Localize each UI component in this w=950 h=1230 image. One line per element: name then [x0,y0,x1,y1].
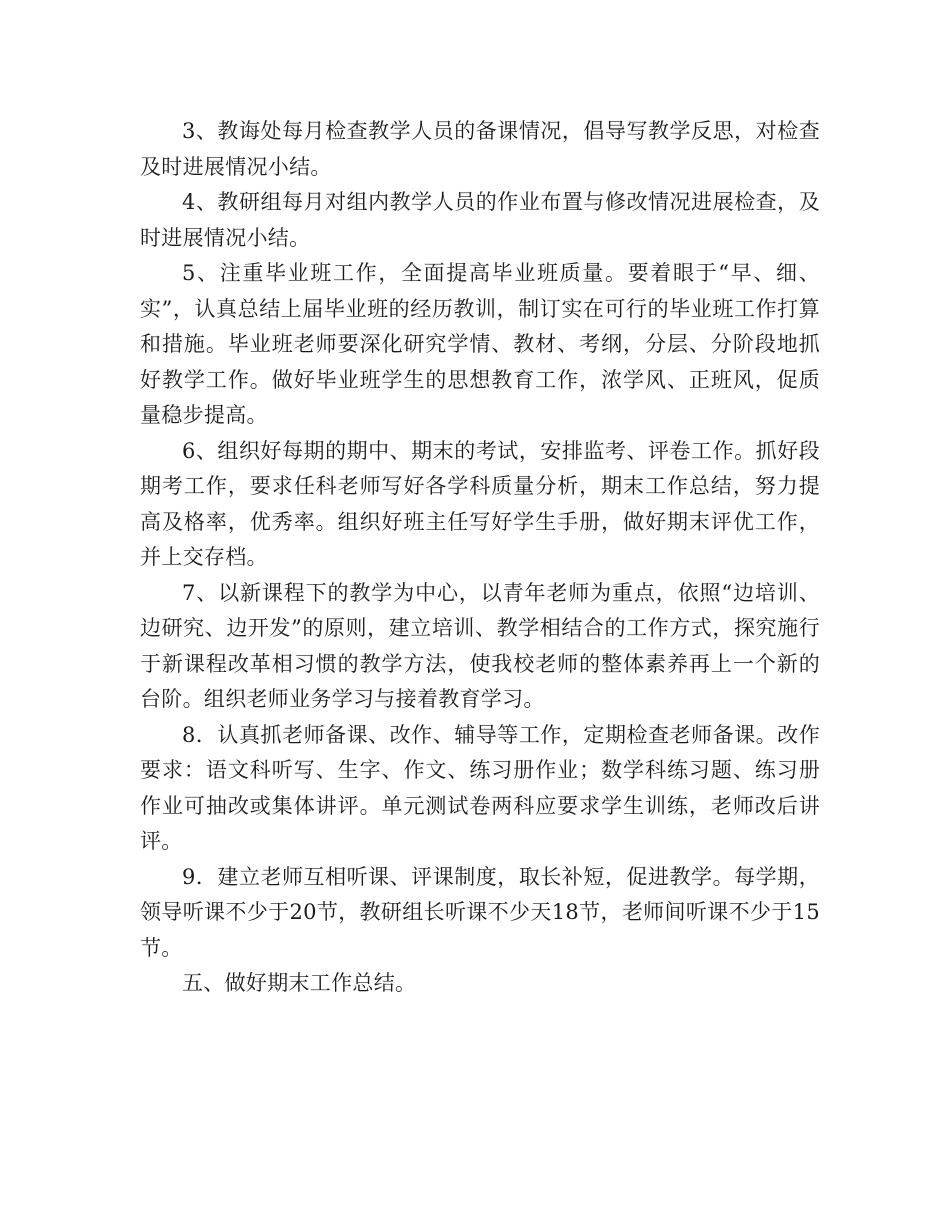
document-body [140,114,820,1002]
paragraph-item-6: 6、组织好每期的期中、期末的考试，安排监考、评卷工作。抓好段期考工作，要求任科老师写好各学科质量分析，期末工作总结，努力提高及格率，优秀率。组织好班主任写好学生手册，做好期末评优工作，并上交存档。 [140,438,820,569]
paragraph-item-7: 7、以新课程下的教学为中心，以青年老师为重点，依照“边培训、边研究、边开发”的原则，建立培训、教学相结合的工作方式，探究施行于新课程改革相习惯的教学方法，使我校老师的整体素养再上一个新的台阶。组织老师业务学习与接着教育学习。 [140,580,820,711]
paragraph-item-5: 5、注重毕业班工作，全面提高毕业班质量。要着眼于“早、细、实”，认真总结上届毕业班的经历教训，制订实在可行的毕业班工作打算和措施。毕业班老师要深化研究学情、教材、考纲，分层、分阶段地抓好教学工作。做好毕业班学生的思想教育工作，浓学风、正班风，促质量稳步提高。 [140,261,820,427]
paragraph-item-4: 4、教研组每月对组内教学人员的作业布置与修改情况进展检查，及时进展情况小结。 [140,190,820,250]
paragraph-item-8: 8．认真抓老师备课、改作、辅导等工作，定期检查老师备课。改作要求：语文科听写、生字、作文、练习册作业；数学科练习题、练习册作业可抽改或集体讲评。单元测试卷两科应要求学生训练，老师改后讲评。 [140,722,820,853]
paragraph-item-9: 9．建立老师互相听课、评课制度，取长补短，促进教学。每学期，领导听课不少于20节，教研组长听课不少天18节，老师间听课不少于15节。 [140,864,820,960]
paragraph-item-3: 3、教诲处每月检查教学人员的备课情况，倡导写教学反思，对检查及时进展情况小结。 [140,119,820,179]
section-heading-5: 五、做好期末工作总结。 [182,971,417,995]
